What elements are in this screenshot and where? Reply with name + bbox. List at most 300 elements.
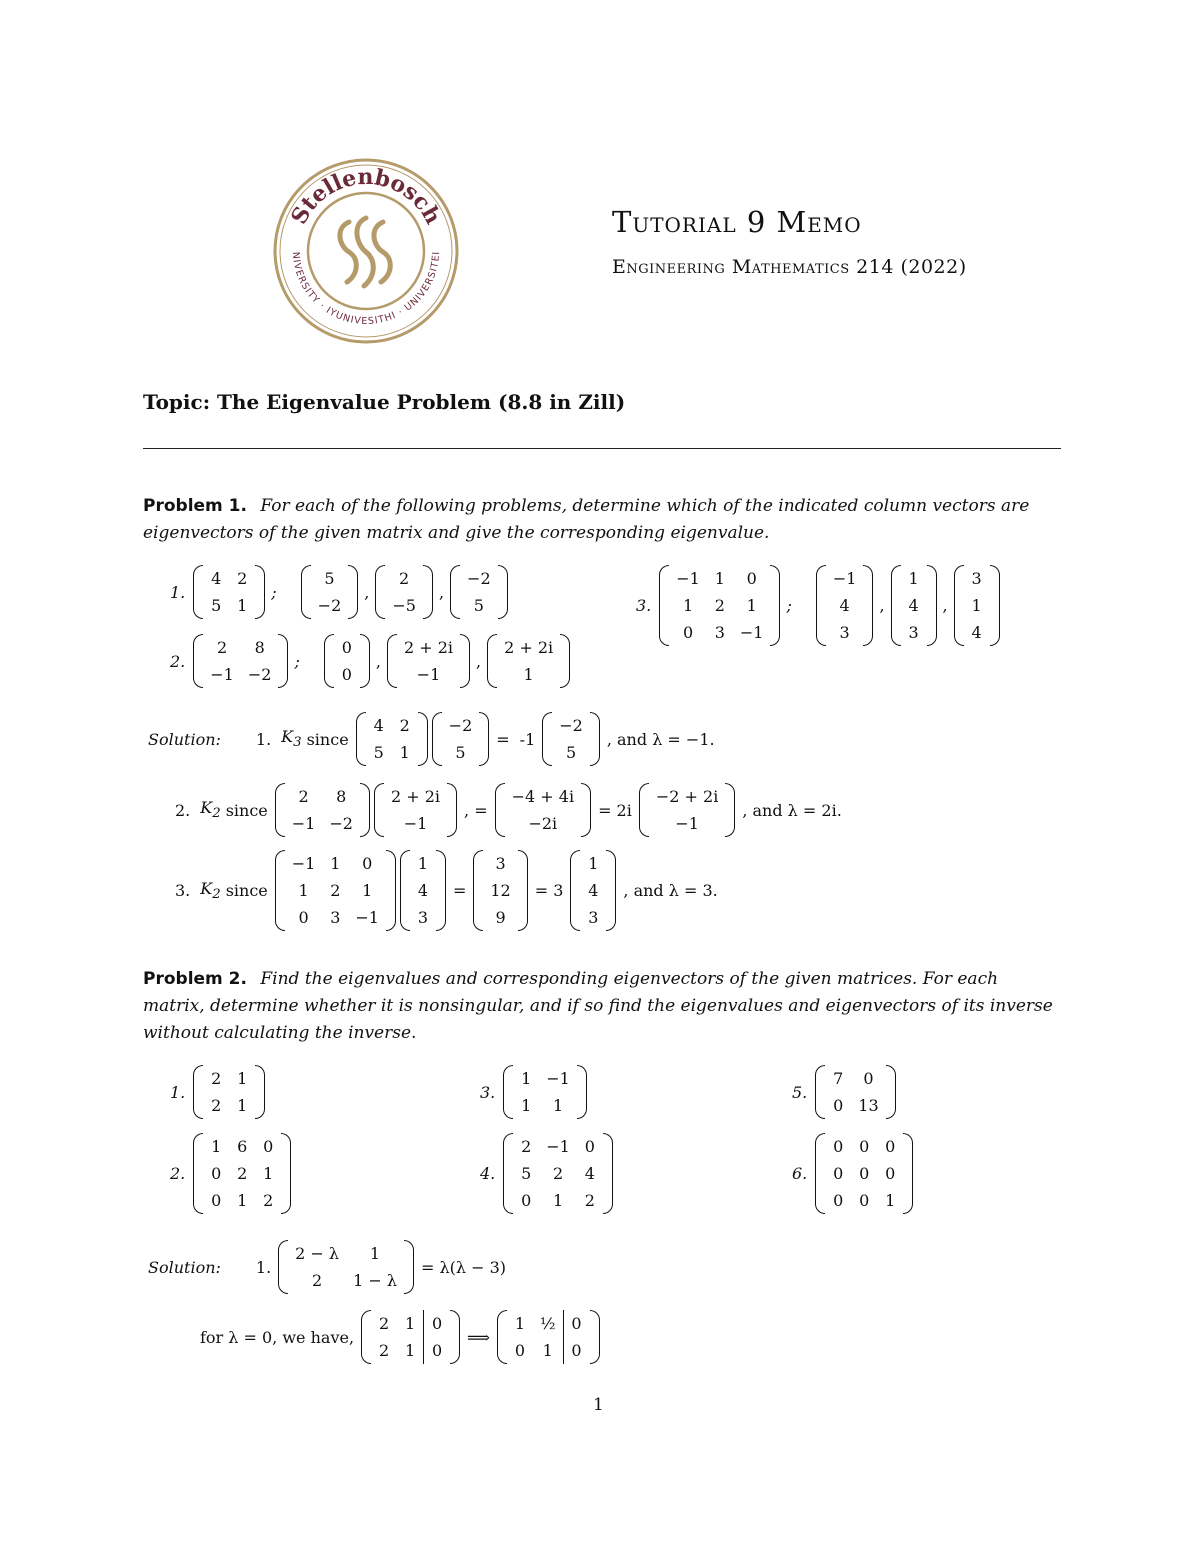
vector-v — [432, 712, 490, 766]
right-paren — [903, 1133, 913, 1214]
matrix-entry: 2 — [216, 638, 228, 657]
logo-ring-text: NIVERSITY · IYUNIVESITHI · UNIVERSITEI — [289, 250, 443, 328]
left-paren — [503, 1065, 513, 1119]
left-paren — [375, 565, 385, 619]
left-paren — [275, 850, 285, 931]
topic-heading: Topic: The Eigenvalue Problem (8.8 in Zill) — [143, 390, 626, 414]
matrix-entry: −2 — [329, 814, 353, 833]
vector-w — [570, 850, 616, 931]
matrix-entry: 0 — [833, 1191, 844, 1210]
matrix-entry: −1 — [403, 814, 428, 833]
matrix-entry: 9 — [495, 908, 506, 927]
since-text: since — [225, 800, 268, 820]
matrix-entry: 0 — [885, 1137, 896, 1156]
left-paren — [503, 1133, 513, 1214]
matrix-entry: 4 — [211, 569, 222, 588]
university-logo — [273, 158, 459, 344]
matrix-entry: 4 — [417, 881, 429, 900]
scalar: = 3 — [534, 881, 564, 900]
left-paren — [324, 634, 334, 688]
matrix-entry: 2 — [211, 1096, 222, 1115]
left-paren — [278, 1240, 288, 1294]
matrix-entry: 0 — [584, 1137, 595, 1156]
separator: , — [364, 582, 370, 602]
matrix-A — [356, 712, 428, 766]
matrix-entry: −2i — [528, 814, 558, 833]
matrix-entry: 1 — [362, 881, 373, 900]
matrix-entry: 1 − λ — [353, 1271, 397, 1290]
matrix-entry: 5 — [473, 596, 484, 615]
matrix-entry: 0 — [341, 638, 352, 657]
matrix-entry: 1 — [514, 1314, 526, 1333]
matrix-entry: 4 — [584, 1164, 595, 1183]
matrix-entry: 0 — [859, 1164, 870, 1183]
matrix-entry: −4 + 4i — [511, 787, 575, 806]
matrix-entry: 1 — [588, 854, 599, 873]
problem-2-label: Problem 2. — [143, 969, 247, 989]
matrix-entry: −1 — [416, 665, 441, 684]
matrix-entry: 0 — [424, 1337, 451, 1364]
matrix-entry: 3 — [839, 623, 850, 642]
matrix-entry: 4 — [839, 596, 850, 615]
left-paren — [387, 634, 397, 688]
right-paren — [447, 783, 457, 837]
left-paren — [542, 712, 552, 766]
right-paren — [863, 565, 873, 646]
matrix-entry: −1 — [546, 1069, 570, 1088]
matrix-entry: 1 — [237, 1069, 248, 1088]
characteristic-matrix — [278, 1240, 414, 1294]
matrix-entry: 2 — [211, 1069, 222, 1088]
problem-2-item-3 — [480, 1065, 589, 1119]
right-paren — [498, 565, 508, 619]
matrix-entry: 1 — [211, 1137, 222, 1156]
matrix-entry: 2 — [312, 1271, 323, 1290]
right-paren — [606, 850, 616, 931]
matrix-entry: 0 — [863, 1069, 874, 1088]
left-paren — [432, 712, 442, 766]
matrix-entry: 1 — [714, 569, 725, 588]
matrix-entry: 1 — [237, 596, 248, 615]
matrix-entry: 0 — [514, 1341, 526, 1360]
left-paren — [275, 783, 285, 837]
matrix-entry: 0 — [885, 1164, 896, 1183]
augmented-matrix-right — [497, 1310, 600, 1364]
matrix-entry: −1 — [675, 814, 699, 833]
matrix-entry: 3 — [908, 623, 919, 642]
matrix-entry: 1 — [399, 743, 410, 762]
left-paren — [193, 1065, 203, 1119]
right-paren — [423, 565, 433, 619]
right-paren — [577, 1065, 587, 1119]
eigenvalue-result: , and λ = 3. — [623, 881, 718, 900]
left-paren — [193, 1133, 203, 1214]
subscript: 2 — [212, 887, 221, 903]
matrix-entry: 2 — [399, 569, 410, 588]
problem-2-item-6 — [792, 1133, 915, 1214]
right-paren — [479, 712, 489, 766]
left-paren — [356, 712, 366, 766]
right-paren — [386, 850, 396, 931]
right-paren — [255, 1065, 265, 1119]
matrix-entry: −5 — [392, 596, 416, 615]
right-paren — [886, 1065, 896, 1119]
item-number: 5. — [792, 1082, 808, 1102]
left-paren — [495, 783, 505, 837]
left-paren — [450, 565, 460, 619]
matrix-entry: 2 — [378, 1341, 390, 1360]
matrix-A — [275, 850, 396, 931]
problem-2-item-1 — [170, 1065, 267, 1119]
right-paren — [590, 1310, 600, 1364]
matrix-entry: 1 — [298, 881, 309, 900]
matrix-entry: −2 — [448, 716, 473, 735]
left-paren — [473, 850, 483, 931]
matrix-entry: 2 + 2i — [390, 787, 441, 806]
matrix-entry: 1 — [971, 596, 982, 615]
matrix-entry: 1 — [404, 1341, 416, 1360]
matrix-entry: 8 — [336, 787, 347, 806]
candidate-vector — [450, 565, 508, 619]
left-paren — [954, 565, 964, 646]
matrix-entry: −2 — [559, 716, 583, 735]
matrix-entry: −1 — [739, 623, 764, 642]
matrix-entry: 1 — [746, 596, 757, 615]
matrix-entry: 7 — [833, 1069, 844, 1088]
solution-1-line-3 — [170, 850, 723, 931]
matrix-entry: −1 — [210, 665, 234, 684]
matrix-entry: 1 — [542, 1341, 553, 1360]
solution-1-line-1 — [143, 712, 720, 766]
matrix-entry: −1 — [676, 569, 700, 588]
since-text: since — [225, 881, 268, 900]
matrix-entry: 3 — [588, 908, 599, 927]
problem-2-text: Find the eigenvalues and corresponding eigenvectors of the given matrices. For each matrix, determine whether it is nonsingular, and if so find the eigenvalues and eigenvectors of its inverse without calculating the inverse. — [143, 969, 1053, 1043]
equals-sign: = — [496, 729, 510, 749]
given-matrix — [193, 1133, 291, 1214]
matrix-entry: 2 — [298, 787, 309, 806]
candidate-vector — [387, 634, 470, 688]
given-matrix — [193, 565, 265, 619]
right-paren — [278, 634, 288, 688]
right-paren — [360, 783, 370, 837]
matrix-entry: 4 — [588, 881, 599, 900]
right-paren — [404, 1240, 414, 1294]
vector-v — [400, 850, 446, 931]
item-number: 1. — [170, 1082, 186, 1102]
matrix-entry: 2 — [237, 1164, 248, 1183]
given-matrix — [659, 565, 780, 646]
left-paren — [816, 565, 826, 646]
matrix-entry: 3 — [971, 569, 982, 588]
separator: ; — [786, 596, 792, 615]
item-number: 2. — [175, 800, 191, 820]
matrix-entry: 2 — [378, 1314, 390, 1333]
product-vector — [473, 850, 527, 931]
eigenvalue-result: , and λ = 2i. — [742, 800, 842, 820]
left-paren — [374, 783, 384, 837]
item-number: 6. — [792, 1164, 808, 1183]
matrix-entry: 1 — [417, 854, 429, 873]
item-number: 1. — [255, 1257, 272, 1277]
matrix-entry: 3 — [714, 623, 725, 642]
right-paren — [418, 712, 428, 766]
matrix-entry: 1 — [521, 1096, 532, 1115]
left-paren — [193, 565, 203, 619]
given-matrix — [193, 634, 288, 688]
separator: , — [375, 651, 381, 671]
eigenvalue-result: , and λ = −1. — [606, 729, 715, 749]
matrix-entry: 8 — [254, 638, 265, 657]
matrix-entry: 0 — [424, 1310, 451, 1337]
matrix-entry: 0 — [859, 1191, 870, 1210]
horizontal-rule — [143, 448, 1061, 449]
left-paren — [639, 783, 649, 837]
vector-w — [639, 783, 735, 837]
matrix-entry: −2 — [317, 596, 342, 615]
scalar: -1 — [519, 729, 536, 749]
right-paren — [560, 634, 570, 688]
matrix-entry: −2 — [467, 569, 491, 588]
since-text: since — [306, 729, 349, 749]
seal-graphic — [273, 158, 459, 344]
candidate-vector — [375, 565, 433, 619]
page-number: 1 — [593, 1395, 604, 1415]
matrix-entry: 3 — [495, 854, 506, 873]
solution-1-line-2 — [170, 783, 847, 837]
given-matrix — [503, 1065, 587, 1119]
matrix-entry: 2 − λ — [295, 1244, 340, 1263]
matrix-entry: 1 — [369, 1244, 381, 1263]
separator: , — [942, 596, 948, 615]
separator: ; — [294, 651, 300, 671]
right-paren — [770, 565, 780, 646]
right-paren — [281, 1133, 291, 1214]
matrix-entry: 1 — [908, 569, 919, 588]
logo-name: Stellenbosch — [285, 163, 447, 229]
matrix-entry: 5 — [324, 569, 335, 588]
problem-1-item-3 — [636, 565, 1002, 646]
candidate-vector — [301, 565, 359, 619]
matrix-entry: 2 — [584, 1191, 595, 1210]
separator: ; — [271, 582, 277, 602]
matrix-entry: 2 — [714, 596, 725, 615]
matrix-entry: 12 — [490, 881, 511, 900]
matrix-entry: 0 — [341, 665, 352, 684]
matrix-entry: 6 — [237, 1137, 248, 1156]
matrix-entry: 1 — [404, 1314, 416, 1333]
scalar: = 2i — [598, 800, 632, 820]
candidate-vector — [487, 634, 570, 688]
problem-2-item-2 — [170, 1133, 293, 1214]
left-paren — [497, 1310, 507, 1364]
eigenvector-symbol: $K_3$ — [281, 727, 302, 751]
matrix-entry: −1 — [546, 1137, 570, 1156]
item-number: 2. — [170, 651, 186, 671]
vector-w — [542, 712, 600, 766]
matrix-entry: 0 — [859, 1137, 870, 1156]
item-number: 1. — [255, 729, 272, 749]
problem-1 — [143, 493, 1061, 547]
given-matrix — [815, 1133, 913, 1214]
eigenvector-symbol: $K_2$ — [200, 878, 221, 903]
item-number: 2. — [170, 1164, 186, 1183]
item-number: 3. — [636, 596, 652, 615]
document-subtitle: Engineering Mathematics 214 (2022) — [612, 256, 967, 278]
right-paren — [460, 634, 470, 688]
given-matrix — [193, 1065, 265, 1119]
right-paren — [450, 1310, 460, 1364]
solution-label: Solution: — [148, 729, 221, 749]
matrix-entry: 0 — [298, 908, 309, 927]
problem-2 — [143, 966, 1061, 1047]
matrix-entry: 2 — [552, 1164, 564, 1183]
matrix-entry: 0 — [263, 1137, 274, 1156]
matrix-entry: 0 — [682, 623, 694, 642]
matrix-entry: 0 — [211, 1191, 222, 1210]
matrix-entry: 3 — [330, 908, 341, 927]
matrix-entry: −1 — [832, 569, 857, 588]
given-matrix — [815, 1065, 895, 1119]
matrix-entry: 0 — [563, 1310, 590, 1337]
separator: , — [438, 582, 445, 602]
matrix-entry: −1 — [291, 814, 316, 833]
matrix-entry: 1 — [682, 596, 694, 615]
matrix-entry: −2 — [247, 665, 272, 684]
matrix-entry: 4 — [373, 716, 384, 735]
matrix-entry: 0 — [521, 1191, 532, 1210]
matrix-entry: −1 — [355, 908, 379, 927]
candidate-vector — [954, 565, 1000, 646]
matrix-entry: 2 — [263, 1191, 274, 1210]
matrix-entry: 2 — [521, 1137, 532, 1156]
matrix-entry: 5 — [565, 743, 577, 762]
product-vector — [495, 783, 591, 837]
characteristic-result: = λ(λ − 3) — [420, 1257, 506, 1277]
matrix-entry: 1 — [330, 854, 341, 873]
matrix-entry: 1 — [552, 1096, 564, 1115]
left-paren — [400, 850, 410, 931]
equals-sign: = — [452, 881, 467, 900]
matrix-entry: 2 — [399, 716, 410, 735]
separator: , — [476, 651, 482, 671]
matrix-entry: 5 — [211, 596, 222, 615]
subscript: 2 — [212, 806, 221, 822]
for-lambda-text: for λ = 0, we have, — [200, 1327, 355, 1347]
given-matrix — [503, 1133, 613, 1214]
equals-sign: , = — [464, 800, 488, 820]
vector-v — [374, 783, 457, 837]
matrix-entry: 2 + 2i — [403, 638, 453, 657]
right-paren — [255, 565, 265, 619]
left-paren — [815, 1065, 825, 1119]
left-paren — [193, 634, 203, 688]
candidate-vector — [816, 565, 874, 646]
item-number: 3. — [480, 1082, 496, 1102]
left-paren — [659, 565, 669, 646]
logo-emblem — [340, 218, 390, 286]
right-paren — [348, 565, 358, 619]
solution-2-line-2 — [195, 1310, 602, 1364]
matrix-entry: 0 — [746, 569, 757, 588]
left-paren — [891, 565, 901, 646]
item-number: 1. — [170, 582, 186, 602]
problem-1-text: For each of the following problems, determine which of the indicated column vectors are eigenvectors of the given matrix and give the corresponding eigenvalue. — [143, 496, 1030, 543]
right-paren — [590, 712, 600, 766]
implies-arrow: ⟹ — [467, 1327, 490, 1347]
item-number: 4. — [480, 1164, 496, 1183]
problem-1-label: Problem 1. — [143, 496, 247, 516]
right-paren — [581, 783, 591, 837]
problem-2-item-4 — [480, 1133, 615, 1214]
matrix-entry: 1 — [237, 1191, 248, 1210]
problem-1-item-1 — [170, 565, 510, 619]
candidate-vector — [891, 565, 937, 646]
matrix-entry: −2 + 2i — [655, 787, 719, 806]
solution-label: Solution: — [148, 1257, 221, 1277]
matrix-entry: 0 — [211, 1164, 222, 1183]
left-paren — [361, 1310, 371, 1364]
problem-2-item-5 — [792, 1065, 898, 1119]
left-paren — [487, 634, 497, 688]
eigenvector-symbol: $K_2$ — [200, 798, 221, 822]
matrix-entry: 13 — [858, 1096, 879, 1115]
separator: , — [879, 596, 885, 615]
matrix-entry: 1 — [523, 665, 534, 684]
matrix-entry: 1 — [263, 1164, 274, 1183]
matrix-entry: 1 — [552, 1191, 564, 1210]
matrix-entry: 0 — [833, 1096, 844, 1115]
matrix-entry: ½ — [539, 1314, 556, 1333]
solution-2-line-1 — [143, 1240, 511, 1294]
right-paren — [927, 565, 937, 646]
right-paren — [436, 850, 446, 931]
matrix-entry: 5 — [455, 743, 466, 762]
right-paren — [990, 565, 1000, 646]
matrix-entry: 4 — [908, 596, 919, 615]
matrix-entry: 2 — [237, 569, 248, 588]
matrix-entry: 0 — [833, 1137, 844, 1156]
left-paren — [301, 565, 311, 619]
matrix-entry: 0 — [563, 1337, 590, 1364]
matrix-entry: 1 — [885, 1191, 896, 1210]
matrix-entry: 5 — [373, 743, 384, 762]
matrix-entry: 2 + 2i — [504, 638, 554, 657]
right-paren — [360, 634, 370, 688]
matrix-entry: 4 — [971, 623, 982, 642]
matrix-entry: 1 — [521, 1069, 532, 1088]
left-paren — [815, 1133, 825, 1214]
right-paren — [518, 850, 528, 931]
item-number: 3. — [175, 881, 191, 900]
matrix-entry: 5 — [521, 1164, 532, 1183]
matrix-A — [275, 783, 370, 837]
matrix-entry: 3 — [417, 908, 429, 927]
problem-1-item-2 — [170, 634, 572, 688]
candidate-vector — [324, 634, 370, 688]
document-title: Tutorial 9 Memo — [612, 205, 862, 239]
augmented-matrix-left — [361, 1310, 460, 1364]
matrix-entry: 0 — [362, 854, 373, 873]
matrix-entry: −1 — [291, 854, 316, 873]
right-paren — [603, 1133, 613, 1214]
subscript: 3 — [293, 735, 302, 751]
matrix-entry: 1 — [237, 1096, 248, 1115]
matrix-entry: 0 — [833, 1164, 844, 1183]
right-paren — [725, 783, 735, 837]
matrix-entry: 2 — [330, 881, 341, 900]
left-paren — [570, 850, 580, 931]
